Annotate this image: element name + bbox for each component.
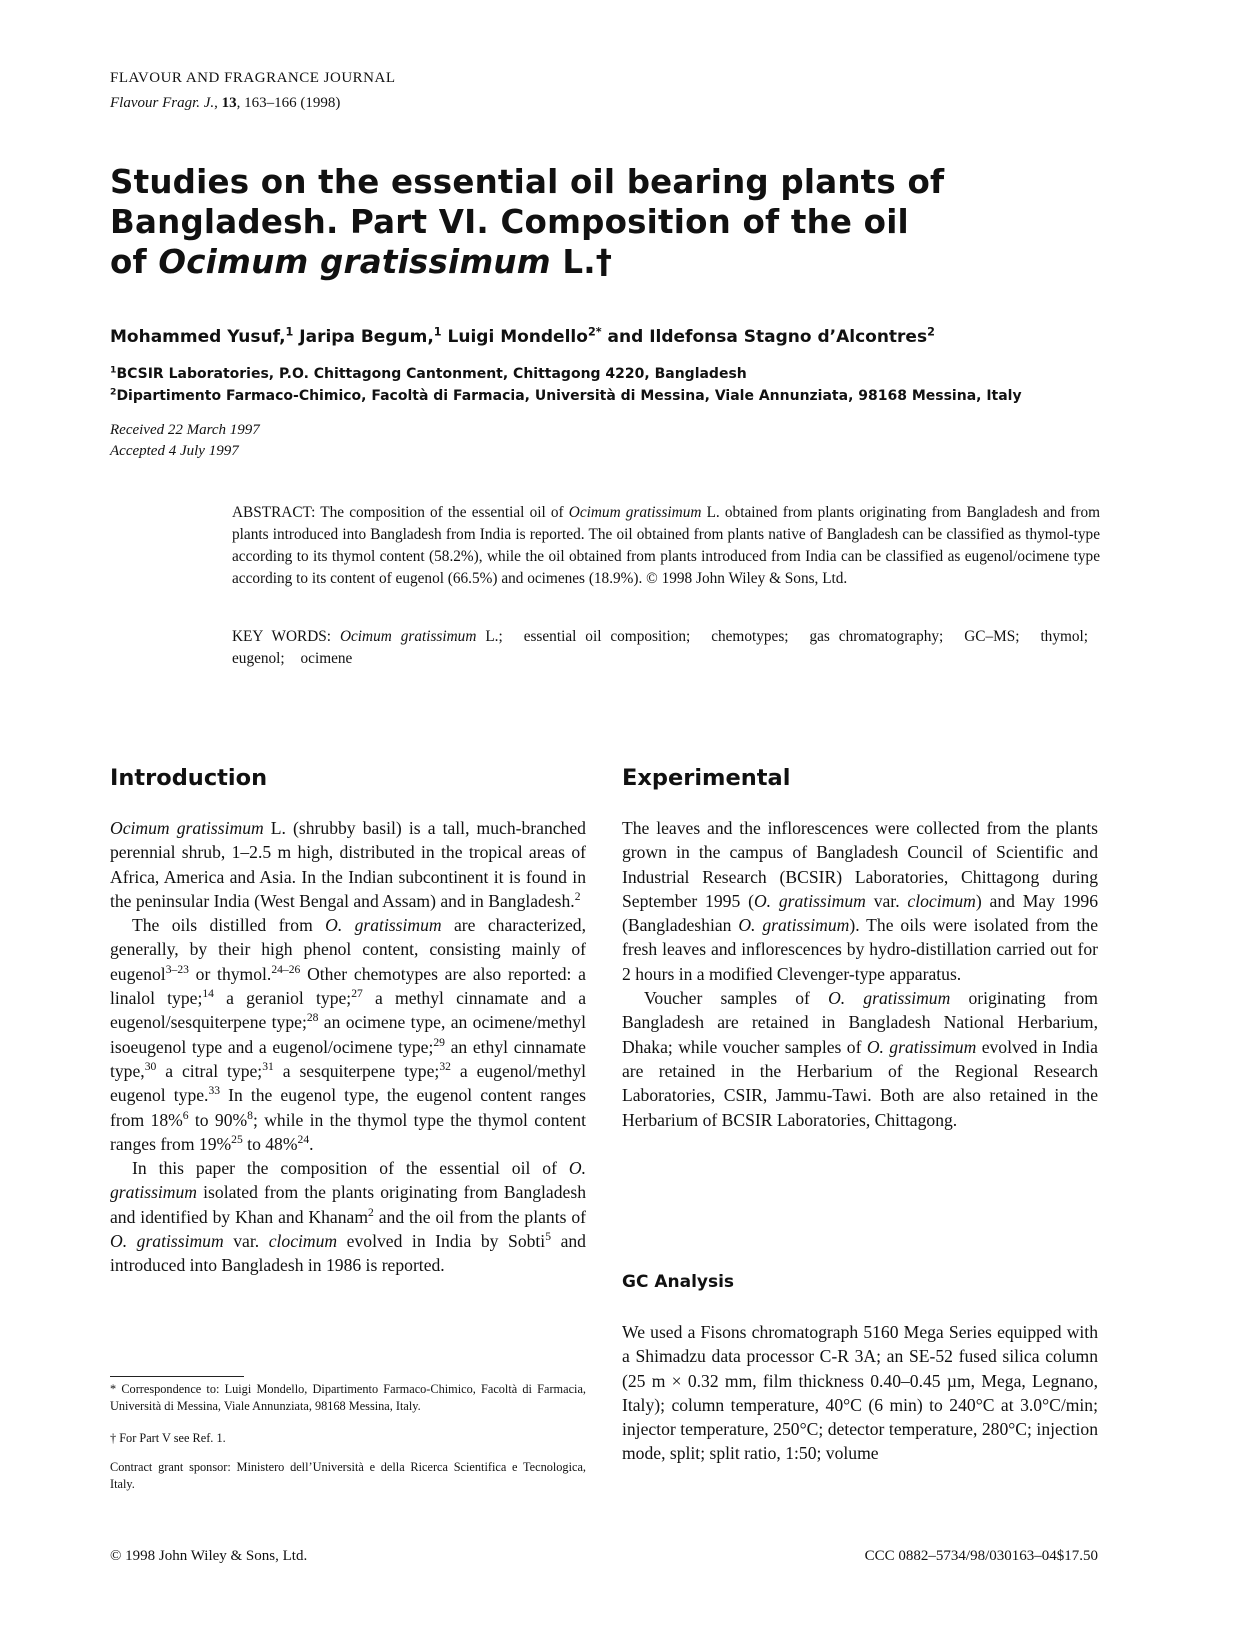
title-line-1: Studies on the essential oil bearing plants of xyxy=(110,163,945,201)
author-affil-mark: 2* xyxy=(587,325,602,339)
abstract-text-2: L. obtained from plants originating from Bangladesh and from plants introduced into Bangladesh from India is reported. The oil obtained from plants native of Bangladesh can be classified as thymol-type according to its thymol content (58.2%), while the oil obtained from plants introduced from India can be classified as eugenol/ocimene type according to its content of eugenol (66.5%) and ocimenes (18.9%). © 1998 John Wiley & Sons, Ltd. xyxy=(232,504,1100,587)
text-run: to 48% xyxy=(242,1133,298,1154)
paragraph xyxy=(110,816,586,913)
keyword: gas chromatography; xyxy=(809,628,944,645)
introduction-body xyxy=(110,816,586,1278)
accepted-date: Accepted 4 July 1997 xyxy=(110,443,239,459)
keyword: GC–MS; xyxy=(964,628,1020,645)
abstract-text-1: The composition of the essential oil of xyxy=(315,504,569,521)
text-run: are characterized, generally, by their high phenol content, consisting mainly of eugenol xyxy=(110,915,586,984)
author-name: and Ildefonsa Stagno d’Alcontres xyxy=(607,327,928,347)
text-run: and introduced into Bangladesh in 1986 is reported. xyxy=(110,1231,586,1276)
citation-ref: 28 xyxy=(306,1011,319,1025)
citation-ref: 32 xyxy=(439,1060,451,1073)
citation-ref: 31 xyxy=(262,1060,274,1073)
affiliation-text: Dipartimento Farmaco-Chimico, Facoltà di Farmacia, Università di Messina, Viale Annunziata, 98168 Messina, Italy xyxy=(116,388,1022,404)
keyword: thymol; xyxy=(1040,628,1089,645)
affiliation-1 xyxy=(110,366,747,382)
citation-ref: 2 xyxy=(368,1205,374,1219)
keyword: chemotypes; xyxy=(711,628,789,645)
citation-ref: 24 xyxy=(297,1132,310,1146)
author-list xyxy=(110,327,935,347)
title-species: Ocimum gratissimum xyxy=(158,243,551,281)
citation-ref: 27 xyxy=(351,987,363,1001)
paragraph xyxy=(110,913,586,1156)
abstract-label: ABSTRACT: xyxy=(232,504,316,521)
species-name: O. gratissimum xyxy=(753,890,866,911)
species-name: O. gratissimum xyxy=(325,915,442,936)
journal-abbrev: Flavour Fragr. J. xyxy=(110,95,215,111)
text-run: an ethyl cinnamate type, xyxy=(110,1036,586,1081)
species-name: O. gratissimum xyxy=(738,915,850,936)
text-run: ). The oils were isolated from the fresh leaves and inflorescences by hydro-distillation carried out for 2 hours in a modified Clevenger-type apparatus. xyxy=(622,915,1098,984)
journal-citation xyxy=(110,95,340,112)
text-run: The oils distilled from xyxy=(132,915,326,936)
affiliation-mark: 2 xyxy=(110,386,117,398)
text-run: a geraniol type; xyxy=(213,988,352,1009)
text-run: a methyl cinnamate and a eugenol/sesquiterpene type; xyxy=(110,988,586,1033)
affiliation-mark: 1 xyxy=(110,364,117,376)
footnote-correspondence: * Correspondence to: Luigi Mondello, Dipartimento Farmaco-Chimico, Facoltà di Farmacia, Università di Messina, Viale Annunziata, 98168 Messina, Italy. xyxy=(110,1382,586,1413)
keyword: ocimene xyxy=(300,650,353,667)
text-run: a eugenol/methyl eugenol type. xyxy=(110,1060,587,1106)
keywords xyxy=(232,626,1100,670)
abstract xyxy=(232,502,1100,590)
text-run: evolved in India are retained in the Herbarium of the Regional Research Laboratories, CSIR, Jammu-Tawi. Both are also retained in the Herbarium of BCSIR Laboratories, Chittagong. xyxy=(622,1036,1098,1130)
author-name: Luigi Mondello xyxy=(447,327,588,347)
text-run: Other chemotypes are also reported: a linalol type; xyxy=(110,963,586,1009)
text-run: The leaves and the inflorescences were collected from the plants grown in the campus of Bangladesh Council of Scientific and Industrial Research (BCSIR) Laboratories, Chittagong during September 1995 ( xyxy=(622,818,1098,911)
journal-pages: , 163–166 (1998) xyxy=(236,95,341,111)
author-affil-mark: 2 xyxy=(927,325,935,339)
text-run: evolved in India by Sobti xyxy=(337,1231,546,1252)
citation-ref: 29 xyxy=(433,1035,445,1049)
footnote-divider xyxy=(110,1376,244,1377)
paragraph xyxy=(622,816,1098,986)
title-line-2: Bangladesh. Part VI. Composition of the oil xyxy=(110,203,909,241)
author-name: Mohammed Yusuf, xyxy=(110,327,286,347)
citation-ref: 24–26 xyxy=(271,962,301,976)
author-affil-mark: 1 xyxy=(433,325,442,339)
species-name: O. gratissimum xyxy=(110,1231,224,1252)
species-name: Ocimum gratissimum xyxy=(110,818,264,838)
citation-ref: 2 xyxy=(574,889,581,903)
citation-ref: 6 xyxy=(182,1108,189,1122)
species-name: O. gratissimum xyxy=(828,988,951,1009)
journal-name: FLAVOUR AND FRAGRANCE JOURNAL xyxy=(110,70,396,86)
text-run: In this paper the composition of the essential oil of xyxy=(132,1158,569,1179)
author-affil-mark: 1 xyxy=(285,325,294,339)
paragraph xyxy=(110,1156,586,1277)
keywords-label: KEY WORDS: xyxy=(232,628,332,645)
text-run: ) and May 1996 (Bangladeshian xyxy=(622,890,1098,936)
section-heading-experimental: Experimental xyxy=(622,765,791,791)
citation-ref: 3–23 xyxy=(165,962,189,976)
text-run: a citral type; xyxy=(156,1060,263,1081)
text-run: var. xyxy=(223,1231,269,1252)
experimental-body xyxy=(622,816,1098,1132)
species-name: O. gratissimum xyxy=(110,1158,586,1203)
text-run: L. (shrubby basil) is a tall, much-branched perennial shrub, 1–2.5 m high, distributed in the tropical areas of Africa, America and Asia. In the Indian subcontinent it is found in the peninsular India (West Bengal and Assam) and in Bangladesh. xyxy=(110,818,586,911)
species-name: O. gratissimum xyxy=(866,1036,977,1057)
citation-ref: 5 xyxy=(545,1230,552,1244)
gc-analysis-body xyxy=(622,1320,1098,1466)
footer-copyright: © 1998 John Wiley & Sons, Ltd. xyxy=(110,1548,308,1564)
citation-separator: , xyxy=(214,95,222,111)
affiliation-2 xyxy=(110,388,1022,404)
keyword: eugenol; xyxy=(232,650,285,667)
citation-ref: 25 xyxy=(231,1132,243,1146)
text-run: originating from Bangladesh are retained in Bangladesh National Herbarium, Dhaka; while voucher samples of xyxy=(622,988,1098,1057)
keyword: L.; xyxy=(476,628,503,645)
keyword: essential oil composition; xyxy=(523,628,691,645)
text-run: to 90% xyxy=(188,1109,248,1130)
footnote-sponsor: Contract grant sponsor: Ministero dell’Università e della Ricerca Scientifica e Tecnologica, Italy. xyxy=(110,1460,586,1491)
footnote-part-note: † For Part V see Ref. 1. xyxy=(110,1431,226,1445)
text-run: var. xyxy=(865,890,908,911)
footer-ccc-code: CCC 0882–5734/98/030163–04$17.50 xyxy=(864,1548,1098,1564)
title-line3-suffix: L.† xyxy=(550,243,613,281)
section-heading-gc-analysis: GC Analysis xyxy=(622,1272,735,1292)
paragraph xyxy=(622,986,1098,1132)
author-name: Jaripa Begum, xyxy=(299,327,434,347)
citation-ref: 14 xyxy=(202,987,214,1001)
journal-volume: 13 xyxy=(221,95,237,111)
text-run: isolated from the plants originating from Bangladesh and identified by Khan and Khanam xyxy=(110,1182,586,1227)
text-run: or thymol. xyxy=(188,963,272,984)
citation-ref: 30 xyxy=(144,1060,157,1073)
variety-name: clocimum xyxy=(268,1231,338,1252)
text-run: . xyxy=(309,1133,314,1154)
title-line-3 xyxy=(110,242,1010,282)
text-run: Voucher samples of xyxy=(644,988,829,1009)
text-run: a sesquiterpene type; xyxy=(273,1060,440,1081)
citation-ref: 33 xyxy=(208,1084,221,1098)
text-run: an ocimene type, an ocimene/methyl isoeugenol type and a eugenol/ocimene type; xyxy=(110,1012,586,1057)
variety-name: clocimum xyxy=(907,890,976,911)
text-run: and the oil from the plants of xyxy=(373,1206,586,1227)
keyword-species: Ocimum gratissimum xyxy=(339,628,477,645)
text-run: ; while in the thymol type the thymol content ranges from 19% xyxy=(110,1109,586,1154)
citation-ref: 8 xyxy=(247,1108,253,1122)
paragraph: We used a Fisons chromatograph 5160 Mega Series equipped with a Shimadzu data processor C-R 3A; an SE-52 fused silica column (25 m × 0.32 mm, film thickness 0.40–0.45 µm, Mega, Legnano, Italy); column temperature, 40°C (6 min) to 240°C at 3.0°C/min; injector temperature, 250°C; detector temperature, 280°C; injection mode, split; split ratio, 1:50; volume xyxy=(622,1322,1098,1464)
text-run: In the eugenol type, the eugenol content ranges from 18% xyxy=(110,1085,587,1130)
paper-title xyxy=(110,162,1010,282)
affiliation-text: BCSIR Laboratories, P.O. Chittagong Cantonment, Chittagong 4220, Bangladesh xyxy=(116,366,747,382)
title-line3-prefix: of xyxy=(110,243,159,281)
received-date: Received 22 March 1997 xyxy=(110,422,260,438)
section-heading-introduction: Introduction xyxy=(110,765,268,791)
abstract-species: Ocimum gratissimum xyxy=(568,504,702,521)
